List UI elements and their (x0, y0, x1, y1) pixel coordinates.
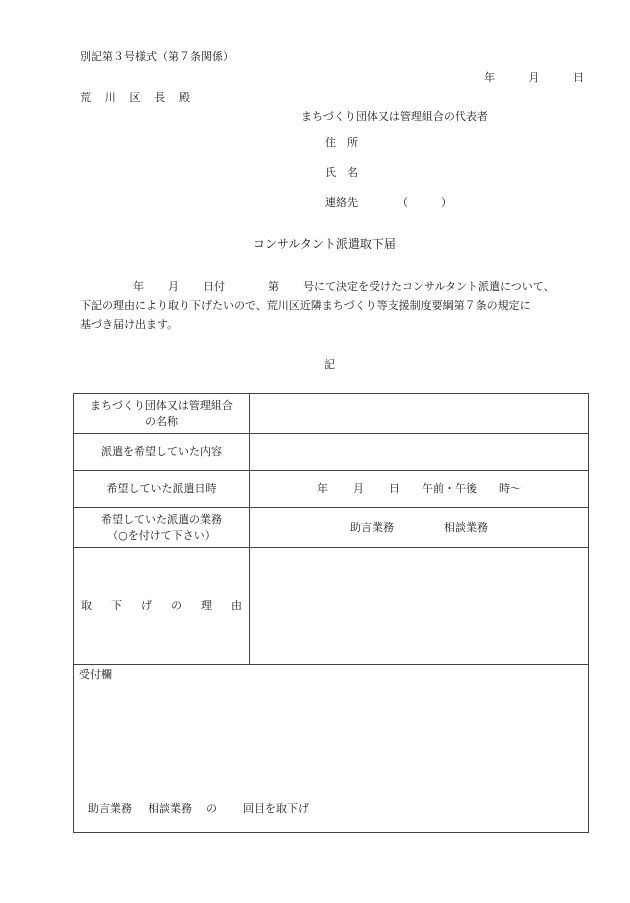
receipt-title: 受付欄 (79, 668, 112, 681)
org-name-label-line: まちづくり団体又は管理組合 (90, 398, 233, 412)
applicant-title: まちづくり団体又は管理組合の代表者 (301, 110, 488, 123)
body-decision: 号にて決定を受けたコンサルタント派遣について、 (303, 280, 555, 293)
receipt-withdraw-count: 回目を取下げ (243, 802, 309, 815)
table-row (74, 394, 589, 434)
org-name-label-line: の名称 (145, 414, 178, 428)
business-label-note: （○を付けて下さい） (107, 528, 216, 542)
date-year: 年 (484, 71, 495, 84)
business-label-line: 希望していた派遣の業務 (101, 512, 222, 526)
reason-label-char: の (171, 599, 182, 613)
body-dai: 第 (268, 280, 279, 293)
table-row (74, 508, 589, 548)
business-field[interactable] (250, 508, 589, 548)
address-label: 住 所 (325, 136, 358, 149)
receipt-consult: 相談業務 (148, 802, 192, 815)
body-dated: 日付 (203, 280, 225, 293)
receipt-footer (88, 802, 309, 815)
ki-heading: 記 (324, 358, 335, 371)
date-value-ampm: 午前・午後 (422, 482, 477, 496)
date-value-day: 日 (389, 482, 400, 496)
business-label-cell (74, 508, 250, 548)
reason-label-char: 下 (111, 599, 122, 613)
contact-label: 連絡先 (325, 196, 358, 209)
reason-field[interactable] (250, 548, 589, 665)
table-row (74, 665, 589, 833)
addressee (80, 91, 190, 104)
reason-label-char: 由 (231, 599, 242, 613)
business-option-advice[interactable]: 助言業務 (350, 520, 394, 534)
reason-label-cell (74, 548, 250, 665)
contact-paren: （ ） (397, 196, 452, 209)
document-title: コンサルタント派遣取下届 (253, 237, 396, 251)
table-row (74, 434, 589, 471)
date-field[interactable] (250, 471, 589, 508)
body-year: 年 (133, 280, 144, 293)
withdrawal-form-table (73, 393, 589, 833)
form-number: 別記第３号様式（第７条関係） (80, 50, 234, 63)
body-line-3: 基づき届け出ます。 (80, 318, 179, 331)
addressee-char: 区 (129, 91, 141, 104)
addressee-char: 荒 (80, 91, 91, 104)
date-label: 希望していた派遣日時 (74, 471, 250, 508)
date-value-hour: 時～ (499, 482, 521, 496)
addressee-char: 長 (154, 91, 166, 104)
date-line (484, 71, 584, 84)
table-row (74, 548, 589, 665)
content-field[interactable] (250, 434, 589, 471)
name-label: 氏 名 (325, 166, 358, 179)
addressee-char: 川 (104, 91, 116, 104)
date-month: 月 (528, 71, 540, 84)
date-day: 日 (573, 71, 584, 84)
receipt-section (74, 665, 589, 833)
reason-label-char: 理 (201, 599, 212, 613)
org-name-field[interactable] (250, 394, 589, 434)
body-line-1 (133, 280, 555, 293)
body-line-2: 下記の理由により取り下げたいので、荒川区近隣まちづくり等支援制度要綱第７条の規定に (80, 299, 531, 312)
addressee-char: 殿 (179, 91, 190, 104)
receipt-no: の (206, 802, 217, 815)
date-value-year: 年 (317, 482, 328, 496)
date-value-month: 月 (353, 482, 364, 496)
reason-label-char: 取 (81, 599, 92, 613)
body-month: 月 (168, 280, 179, 293)
content-label: 派遣を希望していた内容 (74, 434, 250, 471)
table-row (74, 471, 589, 508)
receipt-advice: 助言業務 (88, 802, 132, 815)
org-name-label-cell (74, 394, 250, 434)
reason-label-char: げ (141, 599, 152, 613)
business-option-consult[interactable]: 相談業務 (444, 520, 488, 534)
